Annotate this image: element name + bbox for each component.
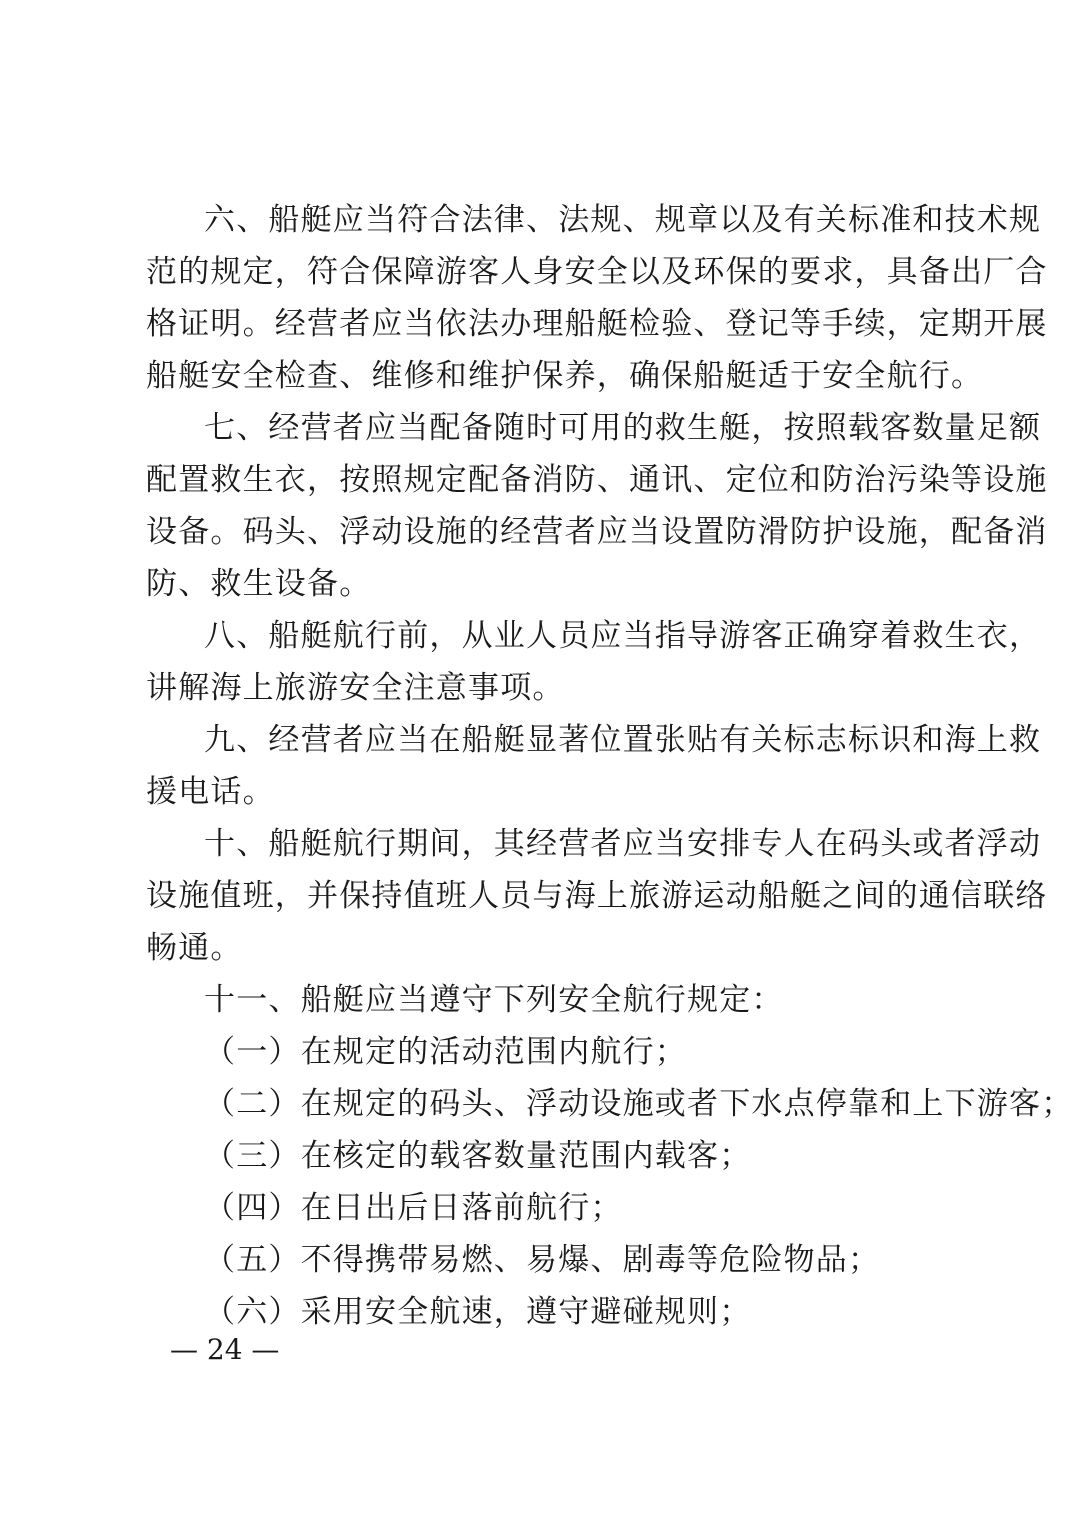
- paragraph-11-line-1: 十一、船艇应当遵守下列安全航行规定：: [204, 982, 784, 1018]
- list-item-3: （三）在核定的载客数量范围内载客；: [204, 1138, 752, 1174]
- list-item-1: （一）在规定的活动范围内航行；: [204, 1034, 687, 1070]
- paragraph-6-line-2: 范的规定，符合保障游客人身安全以及环保的要求，具备出厂合: [146, 254, 1048, 290]
- paragraph-10-line-1: 十、船艇航行期间，其经营者应当安排专人在码头或者浮动: [204, 826, 1042, 862]
- list-item-5: （五）不得携带易燃、易爆、剧毒等危险物品；: [204, 1242, 881, 1278]
- paragraph-8-line-1: 八、船艇航行前，从业人员应当指导游客正确穿着救生衣，: [204, 618, 1042, 654]
- paragraph-6-line-3: 格证明。经营者应当依法办理船艇检验、登记等手续，定期开展: [146, 306, 1048, 342]
- list-item-6: （六）采用安全航速，遵守避碰规则；: [204, 1294, 752, 1330]
- paragraph-6-line-1: 六、船艇应当符合法律、法规、规章以及有关标准和技术规: [204, 202, 1042, 238]
- paragraph-10-line-2: 设施值班，并保持值班人员与海上旅游运动船艇之间的通信联络: [146, 878, 1048, 914]
- list-item-2: （二）在规定的码头、浮动设施或者下水点停靠和上下游客；: [204, 1086, 1074, 1122]
- paragraph-9-line-2: 援电话。: [146, 774, 275, 810]
- paragraph-8-line-2: 讲解海上旅游安全注意事项。: [146, 670, 565, 706]
- paragraph-7-line-3: 设备。码头、浮动设施的经营者应当设置防滑防护设施，配备消: [146, 514, 1048, 550]
- paragraph-7-line-4: 防、救生设备。: [146, 566, 372, 602]
- paragraph-7-line-2: 配置救生衣，按照规定配备消防、通讯、定位和防治污染等设施: [146, 462, 1048, 498]
- list-item-4: （四）在日出后日落前航行；: [204, 1190, 623, 1226]
- paragraph-7-line-1: 七、经营者应当配备随时可用的救生艇，按照载客数量足额: [204, 410, 1042, 446]
- paragraph-6-line-4: 船艇安全检查、维修和维护保养，确保船艇适于安全航行。: [146, 358, 984, 394]
- page-number: — 24 —: [170, 1333, 280, 1366]
- paragraph-10-line-3: 畅通。: [146, 930, 243, 966]
- paragraph-9-line-1: 九、经营者应当在船艇显著位置张贴有关标志标识和海上救: [204, 722, 1042, 758]
